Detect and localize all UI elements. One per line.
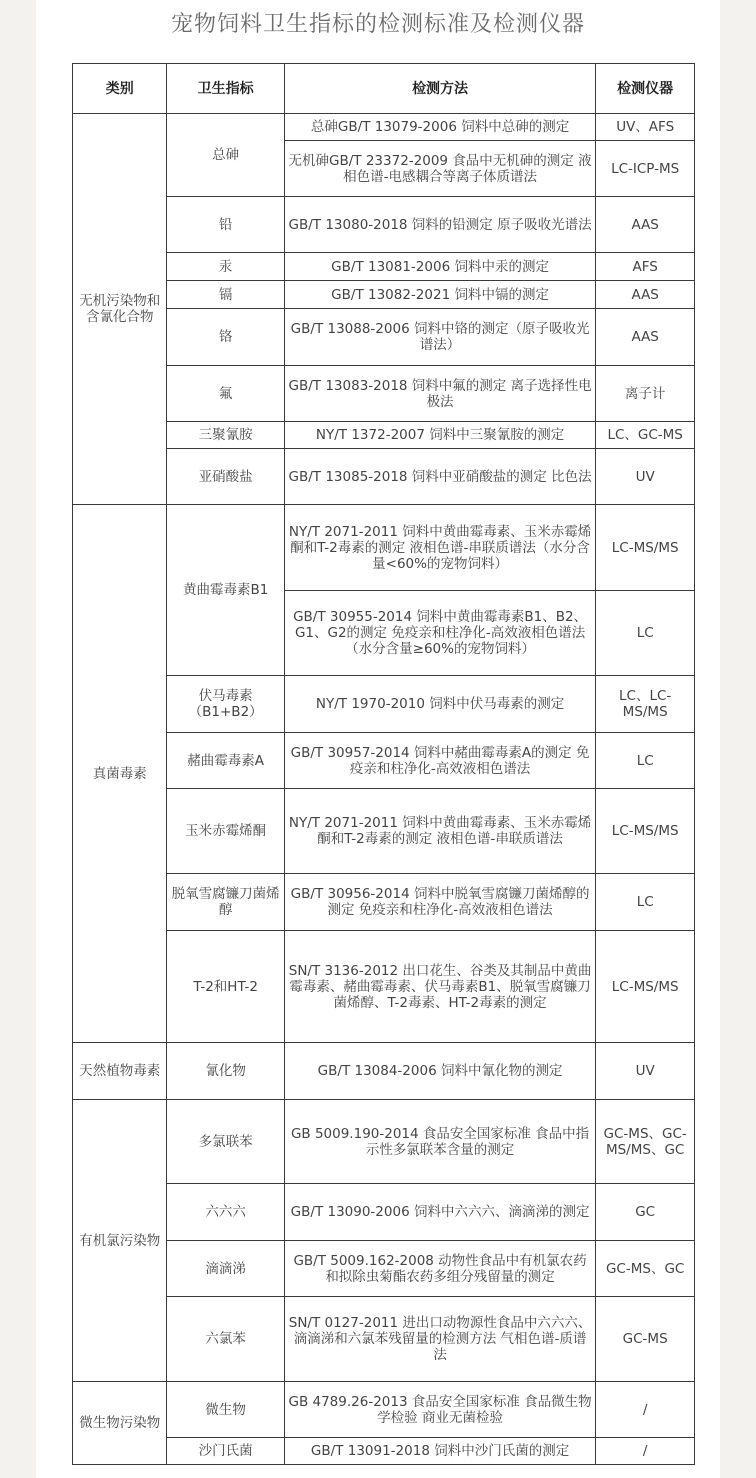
indicator-cell: 铬 [167,309,284,366]
instrument-cell: UV [596,449,695,505]
instrument-cell: LC [596,874,695,931]
instrument-cell: 离子计 [596,366,695,422]
table-row [73,114,695,141]
method-cell: GB 4789.26-2013 食品安全国家标准 食品微生物学检验 商业无菌检验 [284,1382,596,1438]
indicator-cell: 脱氧雪腐镰刀菌烯醇 [167,874,284,931]
instrument-cell: LC-ICP-MS [596,141,695,197]
header-instrument: 检测仪器 [596,64,695,114]
indicator-cell: 滴滴涕 [167,1241,284,1297]
indicator-cell: 沙门氏菌 [167,1438,284,1465]
method-cell: GB 5009.190-2014 食品安全国家标准 食品中指示性多氯联苯含量的测定 [284,1100,596,1184]
instrument-cell: GC-MS [596,1297,695,1382]
category-cell: 微生物污染物 [73,1382,167,1465]
indicator-cell: 玉米赤霉烯酮 [167,789,284,874]
indicator-cell: 亚硝酸盐 [167,449,284,505]
left-margin [0,0,36,1478]
method-cell: GB/T 30957-2014 饲料中赭曲霉毒素A的测定 免疫亲和柱净化-高效液相色谱法 [284,733,596,789]
instrument-cell: GC-MS、GC-MS/MS、GC [596,1100,695,1184]
table-row [73,1100,695,1184]
method-cell: GB/T 13085-2018 饲料中亚硝酸盐的测定 比色法 [284,449,596,505]
indicator-cell: 多氯联苯 [167,1100,284,1184]
method-cell: GB/T 13080-2018 饲料的铅测定 原子吸收光谱法 [284,197,596,253]
category-cell: 真菌毒素 [73,505,167,1043]
method-cell: GB/T 13084-2006 饲料中氰化物的测定 [284,1043,596,1100]
instrument-cell: UV [596,1043,695,1100]
header-category: 类别 [73,64,167,114]
instrument-cell: AAS [596,197,695,253]
instrument-cell: GC-MS、GC [596,1241,695,1297]
header-row [73,64,695,114]
method-cell: GB/T 13090-2006 饲料中六六六、滴滴涕的测定 [284,1184,596,1241]
indicator-cell: T-2和HT-2 [167,931,284,1043]
method-cell: NY/T 1372-2007 饲料中三聚氰胺的测定 [284,422,596,449]
instrument-cell: / [596,1382,695,1438]
method-cell: NY/T 2071-2011 饲料中黄曲霉毒素、玉米赤霉烯酮和T-2毒素的测定 液相色谱-串联质谱法 [284,789,596,874]
category-cell: 有机氯污染物 [73,1100,167,1382]
method-cell: GB/T 13082-2021 饲料中镉的测定 [284,281,596,309]
table-row [73,1043,695,1100]
instrument-cell: LC-MS/MS [596,931,695,1043]
indicator-cell: 六氯苯 [167,1297,284,1382]
indicator-cell: 六六六 [167,1184,284,1241]
method-cell: SN/T 0127-2011 进出口动物源性食品中六六六、滴滴涕和六氯苯残留量的检测方法 气相色谱-质谱法 [284,1297,596,1382]
page-title: 宠物饲料卫生指标的检测标准及检测仪器 [170,12,585,37]
indicator-cell: 铅 [167,197,284,253]
method-cell: GB/T 30955-2014 饲料中黄曲霉毒素B1、B2、G1、G2的测定 免疫亲和柱净化-高效液相色谱法（水分含量≥60%的宠物饲料） [284,591,596,676]
indicator-cell: 伏马毒素（B1+B2） [167,676,284,733]
standards-table [72,63,695,1465]
instrument-cell: LC [596,733,695,789]
instrument-cell: UV、AFS [596,114,695,141]
indicator-cell: 赭曲霉毒素A [167,733,284,789]
instrument-cell: LC-MS/MS [596,789,695,874]
instrument-cell: LC [596,591,695,676]
table-row [73,505,695,591]
indicator-cell: 汞 [167,253,284,281]
method-cell: 总砷GB/T 13079-2006 饲料中总砷的测定 [284,114,596,141]
instrument-cell: AAS [596,309,695,366]
category-cell: 天然植物毒素 [73,1043,167,1100]
indicator-cell: 氰化物 [167,1043,284,1100]
method-cell: NY/T 2071-2011 饲料中黄曲霉毒素、玉米赤霉烯酮和T-2毒素的测定 液相色谱-串联质谱法（水分含量<60%的宠物饲料） [284,505,596,591]
method-cell: GB/T 30956-2014 饲料中脱氧雪腐镰刀菌烯醇的测定 免疫亲和柱净化-高效液相色谱法 [284,874,596,931]
method-cell: GB/T 13091-2018 饲料中沙门氏菌的测定 [284,1438,596,1465]
indicator-cell: 氟 [167,366,284,422]
instrument-cell: / [596,1438,695,1465]
table-row [73,1382,695,1438]
method-cell: SN/T 3136-2012 出口花生、谷类及其制品中黄曲霉毒素、赭曲霉毒素、伏马毒素B1、脱氧雪腐镰刀菌烯醇、T-2毒素、HT-2毒素的测定 [284,931,596,1043]
instrument-cell: AFS [596,253,695,281]
instrument-cell: AAS [596,281,695,309]
header-method: 检测方法 [284,64,596,114]
indicator-cell: 三聚氰胺 [167,422,284,449]
category-cell: 无机污染物和含氰化合物 [73,114,167,505]
instrument-cell: LC、LC-MS/MS [596,676,695,733]
indicator-cell: 黄曲霉毒素B1 [167,505,284,676]
method-cell: GB/T 5009.162-2008 动物性食品中有机氯农药和拟除虫菊酯农药多组分残留量的测定 [284,1241,596,1297]
header-indicator: 卫生指标 [167,64,284,114]
indicator-cell: 微生物 [167,1382,284,1438]
instrument-cell: LC-MS/MS [596,505,695,591]
method-cell: GB/T 13081-2006 饲料中汞的测定 [284,253,596,281]
instrument-cell: GC [596,1184,695,1241]
method-cell: NY/T 1970-2010 饲料中伏马毒素的测定 [284,676,596,733]
right-margin [720,0,756,1478]
indicator-cell: 镉 [167,281,284,309]
method-cell: GB/T 13083-2018 饲料中氟的测定 离子选择性电极法 [284,366,596,422]
method-cell: 无机砷GB/T 23372-2009 食品中无机砷的测定 液相色谱-电感耦合等离子体质谱法 [284,141,596,197]
instrument-cell: LC、GC-MS [596,422,695,449]
method-cell: GB/T 13088-2006 饲料中铬的测定（原子吸收光谱法） [284,309,596,366]
indicator-cell: 总砷 [167,114,284,197]
